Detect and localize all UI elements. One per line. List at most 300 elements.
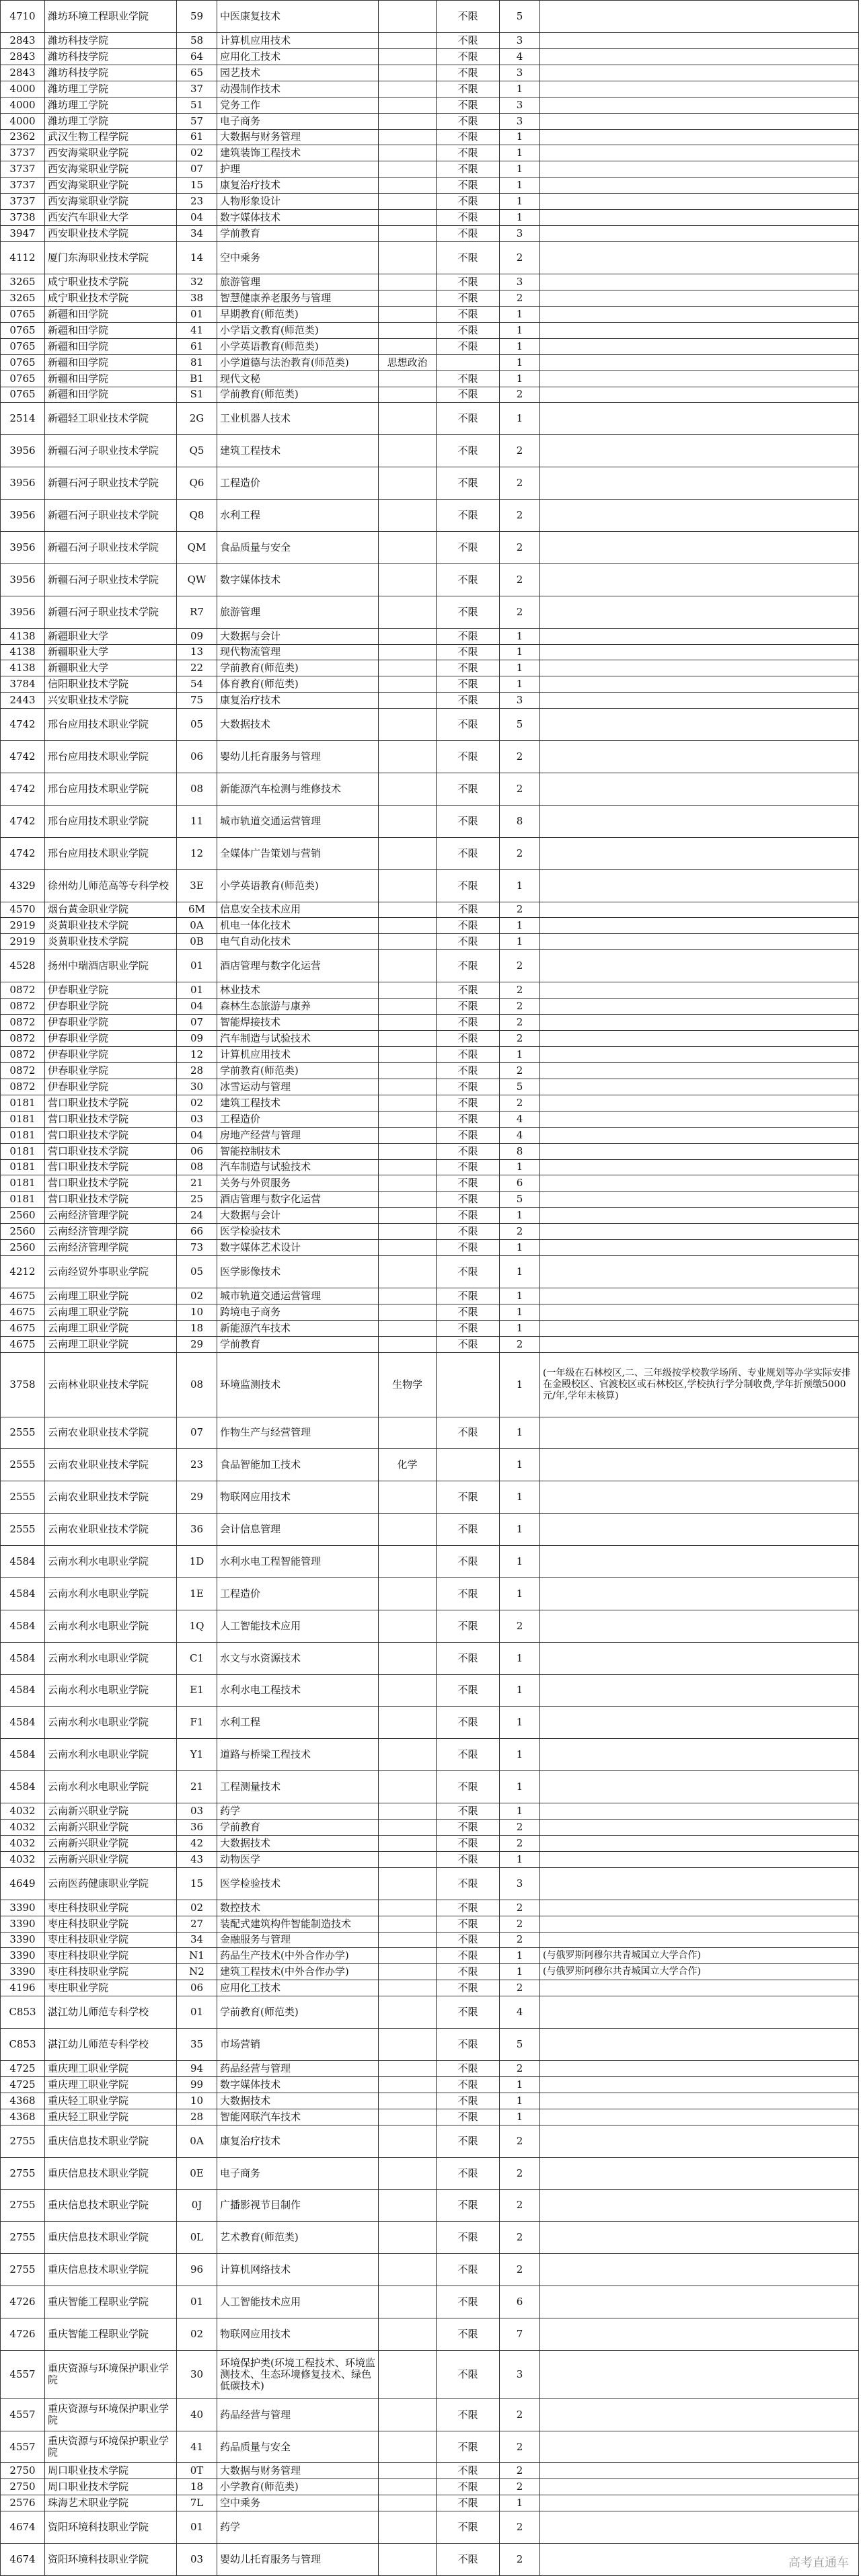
major-code-cell: 04	[177, 210, 217, 226]
table-row	[1, 1208, 859, 1224]
subject-unlimited-cell: 不限	[437, 2254, 500, 2286]
plan-count-cell: 1	[500, 644, 540, 660]
table-row	[1, 1015, 859, 1031]
subject-req-cell	[379, 1095, 437, 1111]
subject-req-cell	[379, 387, 437, 403]
table-row	[1, 999, 859, 1015]
subject-req-cell	[379, 2222, 437, 2254]
major-name-cell: 信息安全技术应用	[217, 902, 379, 918]
school-code-cell: 3956	[1, 563, 45, 596]
school-code-cell: 0765	[1, 306, 45, 322]
school-name-cell: 营口职业技术学院	[45, 1095, 177, 1111]
remark-cell	[540, 531, 859, 563]
school-name-cell: 云南新兴职业学院	[45, 1819, 177, 1835]
plan-count-cell: 1	[500, 178, 540, 194]
school-code-cell: 0872	[1, 1031, 45, 1047]
subject-unlimited-cell: 不限	[437, 1159, 500, 1175]
plan-count-cell: 2	[500, 1095, 540, 1111]
major-code-cell: 10	[177, 2093, 217, 2109]
major-code-cell: 07	[177, 1015, 217, 1031]
table-row	[1, 1674, 859, 1707]
major-name-cell: 建筑工程技术(中外合作办学)	[217, 1964, 379, 1980]
major-name-cell: 林业技术	[217, 982, 379, 999]
subject-unlimited-cell: 不限	[437, 934, 500, 950]
plan-count-cell: 4	[500, 48, 540, 65]
plan-count-cell: 1	[500, 1240, 540, 1256]
school-code-cell: 2755	[1, 2222, 45, 2254]
subject-unlimited-cell: 不限	[437, 1417, 500, 1449]
plan-count-cell: 1	[500, 1546, 540, 1578]
subject-req-cell	[379, 628, 437, 644]
remark-cell	[540, 2511, 859, 2544]
major-name-cell: 食品智能加工技术	[217, 1449, 379, 1481]
major-name-cell: 智慧健康养老服务与管理	[217, 290, 379, 306]
major-code-cell: Y1	[177, 1739, 217, 1771]
school-code-cell: 4000	[1, 81, 45, 97]
subject-unlimited-cell: 不限	[437, 435, 500, 467]
remark-cell	[540, 65, 859, 81]
table-row	[1, 950, 859, 982]
subject-unlimited-cell: 不限	[437, 290, 500, 306]
school-name-cell: 湛江幼儿师范专科学校	[45, 2029, 177, 2061]
table-row	[1, 1079, 859, 1095]
major-name-cell: 应用化工技术	[217, 48, 379, 65]
remark-cell	[540, 2350, 859, 2398]
subject-req-cell	[379, 741, 437, 773]
major-code-cell: R7	[177, 596, 217, 628]
table-row	[1, 370, 859, 387]
major-code-cell: 23	[177, 1449, 217, 1481]
subject-req-cell	[379, 2463, 437, 2479]
subject-req-cell	[379, 1674, 437, 1707]
plan-count-cell: 1	[500, 1964, 540, 1980]
major-name-cell: 水文与水资源技术	[217, 1642, 379, 1674]
table-row	[1, 500, 859, 532]
plan-count-cell: 2	[500, 1819, 540, 1835]
table-row	[1, 2463, 859, 2479]
remark-cell	[540, 226, 859, 242]
school-name-cell: 西安海棠职业学院	[45, 194, 177, 210]
subject-req-cell	[379, 1851, 437, 1867]
plan-count-cell: 3	[500, 693, 540, 709]
plan-count-cell: 1	[500, 1352, 540, 1417]
subject-req-cell	[379, 1320, 437, 1336]
school-code-cell: 4674	[1, 2544, 45, 2576]
school-name-cell: 云南农业职业技术学院	[45, 1514, 177, 1546]
major-name-cell: 计算机应用技术	[217, 1046, 379, 1062]
subject-unlimited-cell: 不限	[437, 1610, 500, 1642]
subject-req-cell	[379, 1079, 437, 1095]
remark-cell	[540, 290, 859, 306]
school-name-cell: 炎黄职业技术学院	[45, 934, 177, 950]
table-row	[1, 563, 859, 596]
remark-cell	[540, 1111, 859, 1127]
school-code-cell: 4649	[1, 1867, 45, 1900]
school-name-cell: 枣庄科技职业学院	[45, 1932, 177, 1948]
school-name-cell: 邢台应用技术职业学院	[45, 805, 177, 837]
remark-cell	[540, 1240, 859, 1256]
subject-unlimited-cell: 不限	[437, 2189, 500, 2222]
remark-cell	[540, 1577, 859, 1610]
plan-count-cell: 1	[500, 322, 540, 338]
table-row	[1, 902, 859, 918]
major-code-cell: 36	[177, 1514, 217, 1546]
remark-cell	[540, 805, 859, 837]
remark-cell	[540, 370, 859, 387]
school-code-cell: 4138	[1, 660, 45, 676]
subject-req-cell	[379, 869, 437, 902]
subject-unlimited-cell: 不限	[437, 563, 500, 596]
school-code-cell: 4674	[1, 2511, 45, 2544]
major-name-cell: 药品质量与安全	[217, 2431, 379, 2463]
subject-req-cell	[379, 563, 437, 596]
plan-count-cell: 1	[500, 1320, 540, 1336]
major-code-cell: 58	[177, 32, 217, 48]
major-code-cell: QM	[177, 531, 217, 563]
plan-count-cell: 2	[500, 1900, 540, 1916]
major-code-cell: 75	[177, 693, 217, 709]
major-name-cell: 数字媒体艺术设计	[217, 1240, 379, 1256]
major-name-cell: 学前教育(师范类)	[217, 1062, 379, 1079]
major-name-cell: 物联网应用技术	[217, 2318, 379, 2351]
remark-cell	[540, 2125, 859, 2157]
major-code-cell: 25	[177, 1192, 217, 1208]
subject-unlimited-cell: 不限	[437, 918, 500, 934]
table-row	[1, 1352, 859, 1417]
major-code-cell: 65	[177, 65, 217, 81]
major-code-cell: 11	[177, 805, 217, 837]
remark-cell	[540, 1192, 859, 1208]
major-code-cell: 10	[177, 1304, 217, 1320]
school-code-cell: 4570	[1, 902, 45, 918]
major-name-cell: 旅游管理	[217, 596, 379, 628]
subject-req-cell	[379, 1803, 437, 1820]
remark-cell	[540, 435, 859, 467]
remark-cell: (与俄罗斯阿穆尔共青城国立大学合作)	[540, 1948, 859, 1964]
subject-req-cell	[379, 660, 437, 676]
table-row	[1, 805, 859, 837]
school-code-cell: 0765	[1, 387, 45, 403]
table-row	[1, 65, 859, 81]
school-code-cell: 3956	[1, 596, 45, 628]
subject-req-cell	[379, 2286, 437, 2318]
major-name-cell: 机电一体化技术	[217, 918, 379, 934]
major-name-cell: 水利工程	[217, 1707, 379, 1739]
subject-req-cell	[379, 918, 437, 934]
major-name-cell: 空中乘务	[217, 242, 379, 274]
subject-unlimited-cell: 不限	[437, 2286, 500, 2318]
remark-cell	[540, 1336, 859, 1352]
subject-unlimited-cell: 不限	[437, 1095, 500, 1111]
major-name-cell: 冰雪运动与管理	[217, 1079, 379, 1095]
subject-req-cell	[379, 1771, 437, 1803]
subject-unlimited-cell: 不限	[437, 2495, 500, 2511]
subject-unlimited-cell: 不限	[437, 693, 500, 709]
school-name-cell: 重庆信息技术职业学院	[45, 2254, 177, 2286]
table-row	[1, 2286, 859, 2318]
subject-unlimited-cell: 不限	[437, 2463, 500, 2479]
major-code-cell: 54	[177, 676, 217, 693]
school-name-cell: 新疆和田学院	[45, 387, 177, 403]
school-code-cell: 2560	[1, 1224, 45, 1240]
table-row	[1, 226, 859, 242]
subject-unlimited-cell: 不限	[437, 500, 500, 532]
school-name-cell: 咸宁职业技术学院	[45, 290, 177, 306]
subject-unlimited-cell: 不限	[437, 2125, 500, 2157]
subject-req-cell	[379, 1996, 437, 2029]
plan-count-cell: 2	[500, 2463, 540, 2479]
remark-cell	[540, 194, 859, 210]
subject-req-cell	[379, 1900, 437, 1916]
plan-count-cell: 1	[500, 2495, 540, 2511]
table-row	[1, 290, 859, 306]
table-row	[1, 693, 859, 709]
major-name-cell: 工程造价	[217, 467, 379, 500]
table-row	[1, 741, 859, 773]
major-name-cell: 数控技术	[217, 1900, 379, 1916]
major-code-cell: 15	[177, 1867, 217, 1900]
subject-req-cell	[379, 467, 437, 500]
subject-unlimited-cell: 不限	[437, 129, 500, 145]
school-code-cell: 4528	[1, 950, 45, 982]
subject-unlimited-cell: 不限	[437, 1577, 500, 1610]
subject-unlimited-cell: 不限	[437, 387, 500, 403]
table-row	[1, 2222, 859, 2254]
table-row	[1, 2093, 859, 2109]
plan-count-cell: 3	[500, 2350, 540, 2398]
table-row	[1, 1900, 859, 1916]
remark-cell	[540, 242, 859, 274]
subject-unlimited-cell: 不限	[437, 2076, 500, 2093]
subject-unlimited-cell: 不限	[437, 1514, 500, 1546]
remark-cell: (一年级在石林校区,二、三年级按学校教学场所、专业规划等办学实际安排在金殿校区、官渡校区或石林校区,学校执行学分制收费,学年折预缴5000元/年,学年末核算)	[540, 1352, 859, 1417]
subject-req-cell	[379, 805, 437, 837]
major-name-cell: 新能源汽车技术	[217, 1320, 379, 1336]
school-code-cell: 2750	[1, 2463, 45, 2479]
subject-req-cell	[379, 1642, 437, 1674]
table-row	[1, 1546, 859, 1578]
remark-cell	[540, 1015, 859, 1031]
table-row	[1, 1240, 859, 1256]
table-row	[1, 628, 859, 644]
plan-count-cell: 1	[500, 145, 540, 161]
subject-unlimited-cell: 不限	[437, 709, 500, 741]
major-code-cell: 24	[177, 1208, 217, 1224]
subject-unlimited-cell: 不限	[437, 773, 500, 806]
major-code-cell: 34	[177, 1932, 217, 1948]
major-name-cell: 护理	[217, 161, 379, 178]
plan-count-cell: 2	[500, 2254, 540, 2286]
subject-unlimited-cell: 不限	[437, 1015, 500, 1031]
major-name-cell: 电子商务	[217, 113, 379, 129]
subject-req-cell	[379, 2125, 437, 2157]
school-name-cell: 重庆资源与环境保护职业学院	[45, 2350, 177, 2398]
subject-req-cell	[379, 2350, 437, 2398]
major-code-cell: 18	[177, 2479, 217, 2495]
school-name-cell: 云南经济管理学院	[45, 1240, 177, 1256]
subject-unlimited-cell: 不限	[437, 1835, 500, 1851]
school-code-cell: 2755	[1, 2157, 45, 2189]
plan-count-cell: 3	[500, 65, 540, 81]
watermark: 高考直通车	[788, 2556, 849, 2570]
plan-count-cell: 6	[500, 2286, 540, 2318]
school-name-cell: 云南理工职业学院	[45, 1320, 177, 1336]
plan-count-cell: 2	[500, 2431, 540, 2463]
subject-unlimited-cell	[437, 1352, 500, 1417]
school-name-cell: 新疆石河子职业技术学院	[45, 467, 177, 500]
major-code-cell: B1	[177, 370, 217, 387]
table-row	[1, 1320, 859, 1336]
major-name-cell: 工程造价	[217, 1577, 379, 1610]
major-code-cell: 1D	[177, 1546, 217, 1578]
remark-cell	[540, 161, 859, 178]
major-code-cell: 07	[177, 161, 217, 178]
school-code-cell: 3390	[1, 1948, 45, 1964]
remark-cell	[540, 2254, 859, 2286]
remark-cell	[540, 1127, 859, 1143]
table-row	[1, 274, 859, 290]
table-row	[1, 467, 859, 500]
plan-count-cell: 1	[500, 1771, 540, 1803]
school-name-cell: 扬州中瑞酒店职业学院	[45, 950, 177, 982]
plan-count-cell: 2	[500, 2061, 540, 2077]
school-code-cell: C853	[1, 1996, 45, 2029]
subject-req-cell	[379, 1610, 437, 1642]
school-name-cell: 云南经贸外事职业学院	[45, 1256, 177, 1288]
plan-count-cell: 5	[500, 2029, 540, 2061]
subject-unlimited-cell: 不限	[437, 2318, 500, 2351]
remark-cell	[540, 2318, 859, 2351]
remark-cell	[540, 129, 859, 145]
school-code-cell: 2362	[1, 129, 45, 145]
remark-cell: (与俄罗斯阿穆尔共青城国立大学合作)	[540, 1964, 859, 1980]
plan-count-cell: 2	[500, 2398, 540, 2431]
subject-unlimited-cell: 不限	[437, 2479, 500, 2495]
plan-count-cell: 3	[500, 1867, 540, 1900]
table-row	[1, 1, 859, 33]
table-row	[1, 1062, 859, 1079]
major-code-cell: 61	[177, 338, 217, 354]
school-code-cell: 4675	[1, 1320, 45, 1336]
school-name-cell: 西安海棠职业学院	[45, 178, 177, 194]
table-row	[1, 1642, 859, 1674]
subject-req-cell	[379, 1707, 437, 1739]
school-code-cell: 2514	[1, 403, 45, 435]
school-name-cell: 重庆轻工职业学院	[45, 2109, 177, 2125]
school-name-cell: 邢台应用技术职业学院	[45, 741, 177, 773]
plan-count-cell: 1	[500, 1739, 540, 1771]
subject-req-cell	[379, 2093, 437, 2109]
plan-count-cell: 2	[500, 1015, 540, 1031]
subject-req-cell	[379, 1481, 437, 1514]
major-code-cell: 96	[177, 2254, 217, 2286]
table-row	[1, 1336, 859, 1352]
school-name-cell: 资阳环境科技职业学院	[45, 2511, 177, 2544]
school-name-cell: 云南新兴职业学院	[45, 1803, 177, 1820]
plan-count-cell: 1	[500, 676, 540, 693]
major-code-cell: 02	[177, 1900, 217, 1916]
table-row	[1, 1192, 859, 1208]
subject-unlimited-cell: 不限	[437, 97, 500, 113]
major-name-cell: 早期教育(师范类)	[217, 306, 379, 322]
plan-count-cell: 2	[500, 290, 540, 306]
major-name-cell: 医学影像技术	[217, 1256, 379, 1288]
major-code-cell: 1Q	[177, 1610, 217, 1642]
subject-unlimited-cell: 不限	[437, 1739, 500, 1771]
table-row	[1, 32, 859, 48]
school-code-cell: 4726	[1, 2286, 45, 2318]
subject-req-cell	[379, 2109, 437, 2125]
subject-req-cell	[379, 1256, 437, 1288]
remark-cell	[540, 1417, 859, 1449]
major-name-cell: 大数据与会计	[217, 1208, 379, 1224]
school-name-cell: 伊春职业学院	[45, 1079, 177, 1095]
subject-unlimited-cell: 不限	[437, 48, 500, 65]
remark-cell	[540, 1031, 859, 1047]
subject-req-cell	[379, 274, 437, 290]
table-row	[1, 1851, 859, 1867]
subject-unlimited-cell: 不限	[437, 210, 500, 226]
remark-cell	[540, 1674, 859, 1707]
major-code-cell: 32	[177, 274, 217, 290]
major-code-cell: 02	[177, 1288, 217, 1304]
plan-count-cell: 1	[500, 194, 540, 210]
major-name-cell: 智能控制技术	[217, 1143, 379, 1159]
school-code-cell: 4725	[1, 2061, 45, 2077]
major-name-cell: 药学	[217, 2511, 379, 2544]
table-row	[1, 387, 859, 403]
subject-unlimited-cell: 不限	[437, 274, 500, 290]
school-name-cell: 潍坊理工学院	[45, 81, 177, 97]
major-name-cell: 房地产经营与管理	[217, 1127, 379, 1143]
major-code-cell: 22	[177, 660, 217, 676]
subject-req-cell	[379, 2479, 437, 2495]
table-row	[1, 1046, 859, 1062]
table-row	[1, 2157, 859, 2189]
major-code-cell: 0E	[177, 2157, 217, 2189]
major-code-cell: 38	[177, 290, 217, 306]
school-code-cell: 4368	[1, 2109, 45, 2125]
subject-unlimited-cell: 不限	[437, 2431, 500, 2463]
plan-count-cell: 1	[500, 660, 540, 676]
major-name-cell: 广播影视节目制作	[217, 2189, 379, 2222]
subject-req-cell	[379, 242, 437, 274]
plan-count-cell: 1	[500, 2076, 540, 2093]
subject-unlimited-cell: 不限	[437, 869, 500, 902]
major-name-cell: 艺术教育(师范类)	[217, 2222, 379, 2254]
remark-cell	[540, 918, 859, 934]
subject-req-cell	[379, 65, 437, 81]
subject-req-cell	[379, 338, 437, 354]
major-code-cell: 01	[177, 2511, 217, 2544]
table-row	[1, 113, 859, 129]
major-name-cell: 康复治疗技术	[217, 2125, 379, 2157]
remark-cell	[540, 869, 859, 902]
plan-count-cell: 2	[500, 982, 540, 999]
school-code-cell: 2755	[1, 2189, 45, 2222]
school-code-cell: 3737	[1, 161, 45, 178]
subject-req-cell	[379, 2189, 437, 2222]
school-code-cell: 0181	[1, 1143, 45, 1159]
school-name-cell: 重庆资源与环境保护职业学院	[45, 2398, 177, 2431]
school-name-cell: 潍坊科技学院	[45, 48, 177, 65]
school-code-cell: 4329	[1, 869, 45, 902]
plan-count-cell: 5	[500, 1192, 540, 1208]
plan-count-cell: 2	[500, 2222, 540, 2254]
major-code-cell: Q6	[177, 467, 217, 500]
subject-unlimited-cell: 不限	[437, 145, 500, 161]
table-row	[1, 1417, 859, 1449]
